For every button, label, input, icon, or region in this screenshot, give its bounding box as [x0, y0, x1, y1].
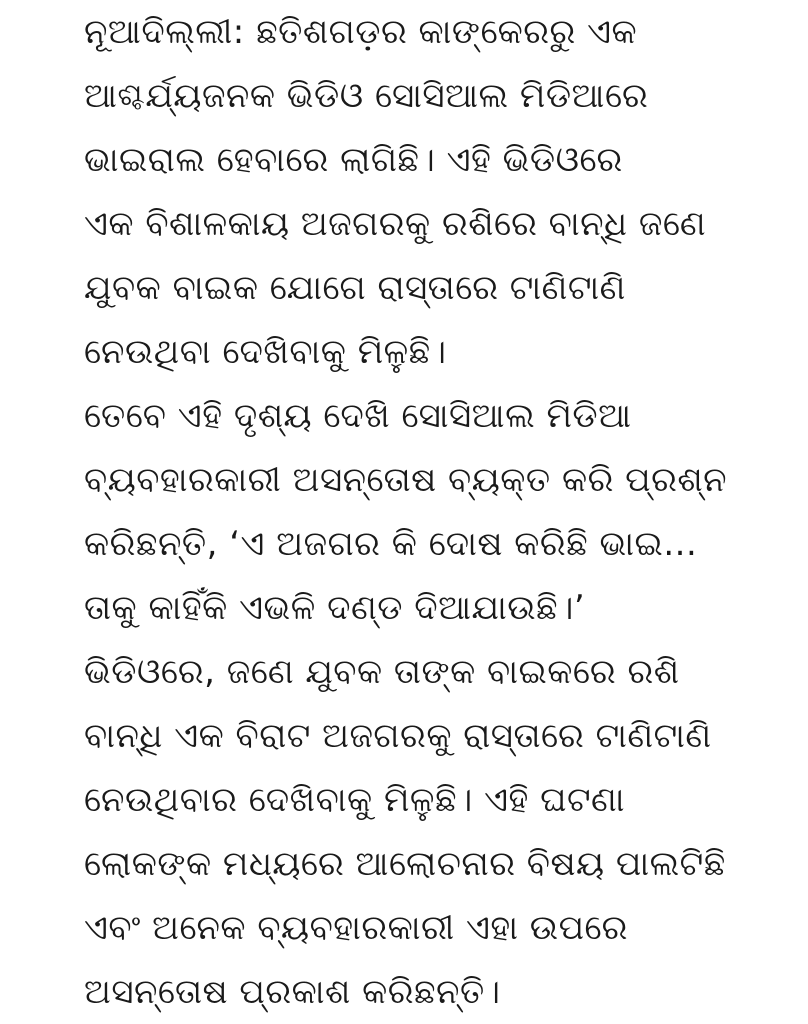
text-line: ଭାଇରାଲ ହେବାରେ ଲାଗିଛି। ଏହି ଭିଡିଓରେ: [84, 140, 623, 180]
text-line: ବାନ୍ଧି ଏକ ବିରାଟ ଅଜଗରକୁ ରାସ୍ତାରେ ଟାଣିଟାଣି: [84, 716, 712, 756]
text-line: ନୂଆଦିଲ୍ଲୀ: ଛତିଶଗଡ଼ର କାଙ୍କେରରୁ ଏକ: [84, 12, 638, 52]
text-line: ନେଉଥିବା ଦେଖିବାକୁ ମିଳୁଛି।: [84, 332, 447, 372]
text-line: ଯୁବକ ବାଇକ ଯୋଗେ ରାସ୍ତାରେ ଟାଣିଟାଣି: [84, 268, 626, 308]
text-line: ଲୋକଙ୍କ ମଧ୍ୟରେ ଆଲୋଚନାର ବିଷୟ ପାଲଟିଛି: [84, 844, 726, 884]
text-line: ଭିଡିଓରେ, ଜଣେ ଯୁବକ ତାଙ୍କ ବାଇକରେ ରଶି: [84, 652, 680, 692]
text-line: କରିଛନ୍ତି, ‘ଏ ଅଜଗର କି ଦୋଷ କରିଛି ଭାଇ...: [84, 524, 698, 564]
text-line: ଆଶ୍ଚର୍ଯ୍ୟଜନକ ଭିଡିଓ ସୋସିଆଲ ମିଡିଆରେ: [84, 76, 649, 116]
text-line: ତେବେ ଏହି ଦୃଶ୍ୟ ଦେଖି ସୋସିଆଲ ମିଡିଆ: [84, 396, 632, 436]
text-line: ଏବଂ ଅନେକ ବ୍ୟବହାରକାରୀ ଏହା ଉପରେ: [84, 908, 628, 948]
paragraph-intro: [84, 0, 706, 384]
text-line: ଏକ ବିଶାଳକାୟ ଅଜଗରକୁ ରଶିରେ ବାନ୍ଧି ଜଣେ: [84, 204, 707, 244]
text-line: ତାକୁ କାହିଁକି ଏଭଳି ଦଣ୍ଡ ଦିଆଯାଉଛି।’: [84, 588, 586, 628]
text-line: ଅସନ୍ତୋଷ ପ୍ରକାଶ କରିଛନ୍ତି।: [84, 972, 501, 1012]
text-line: ନେଉଥିବାର ଦେଖିବାକୁ ମିଳୁଛି। ଏହି ଘଟଣା: [84, 780, 626, 820]
paragraph-reaction: [84, 384, 727, 640]
paragraph-details: [84, 640, 726, 1024]
text-line: ବ୍ୟବହାରକାରୀ ଅସନ୍ତୋଷ ବ୍ୟକ୍ତ କରି ପ୍ରଶ୍ନ: [84, 460, 728, 500]
